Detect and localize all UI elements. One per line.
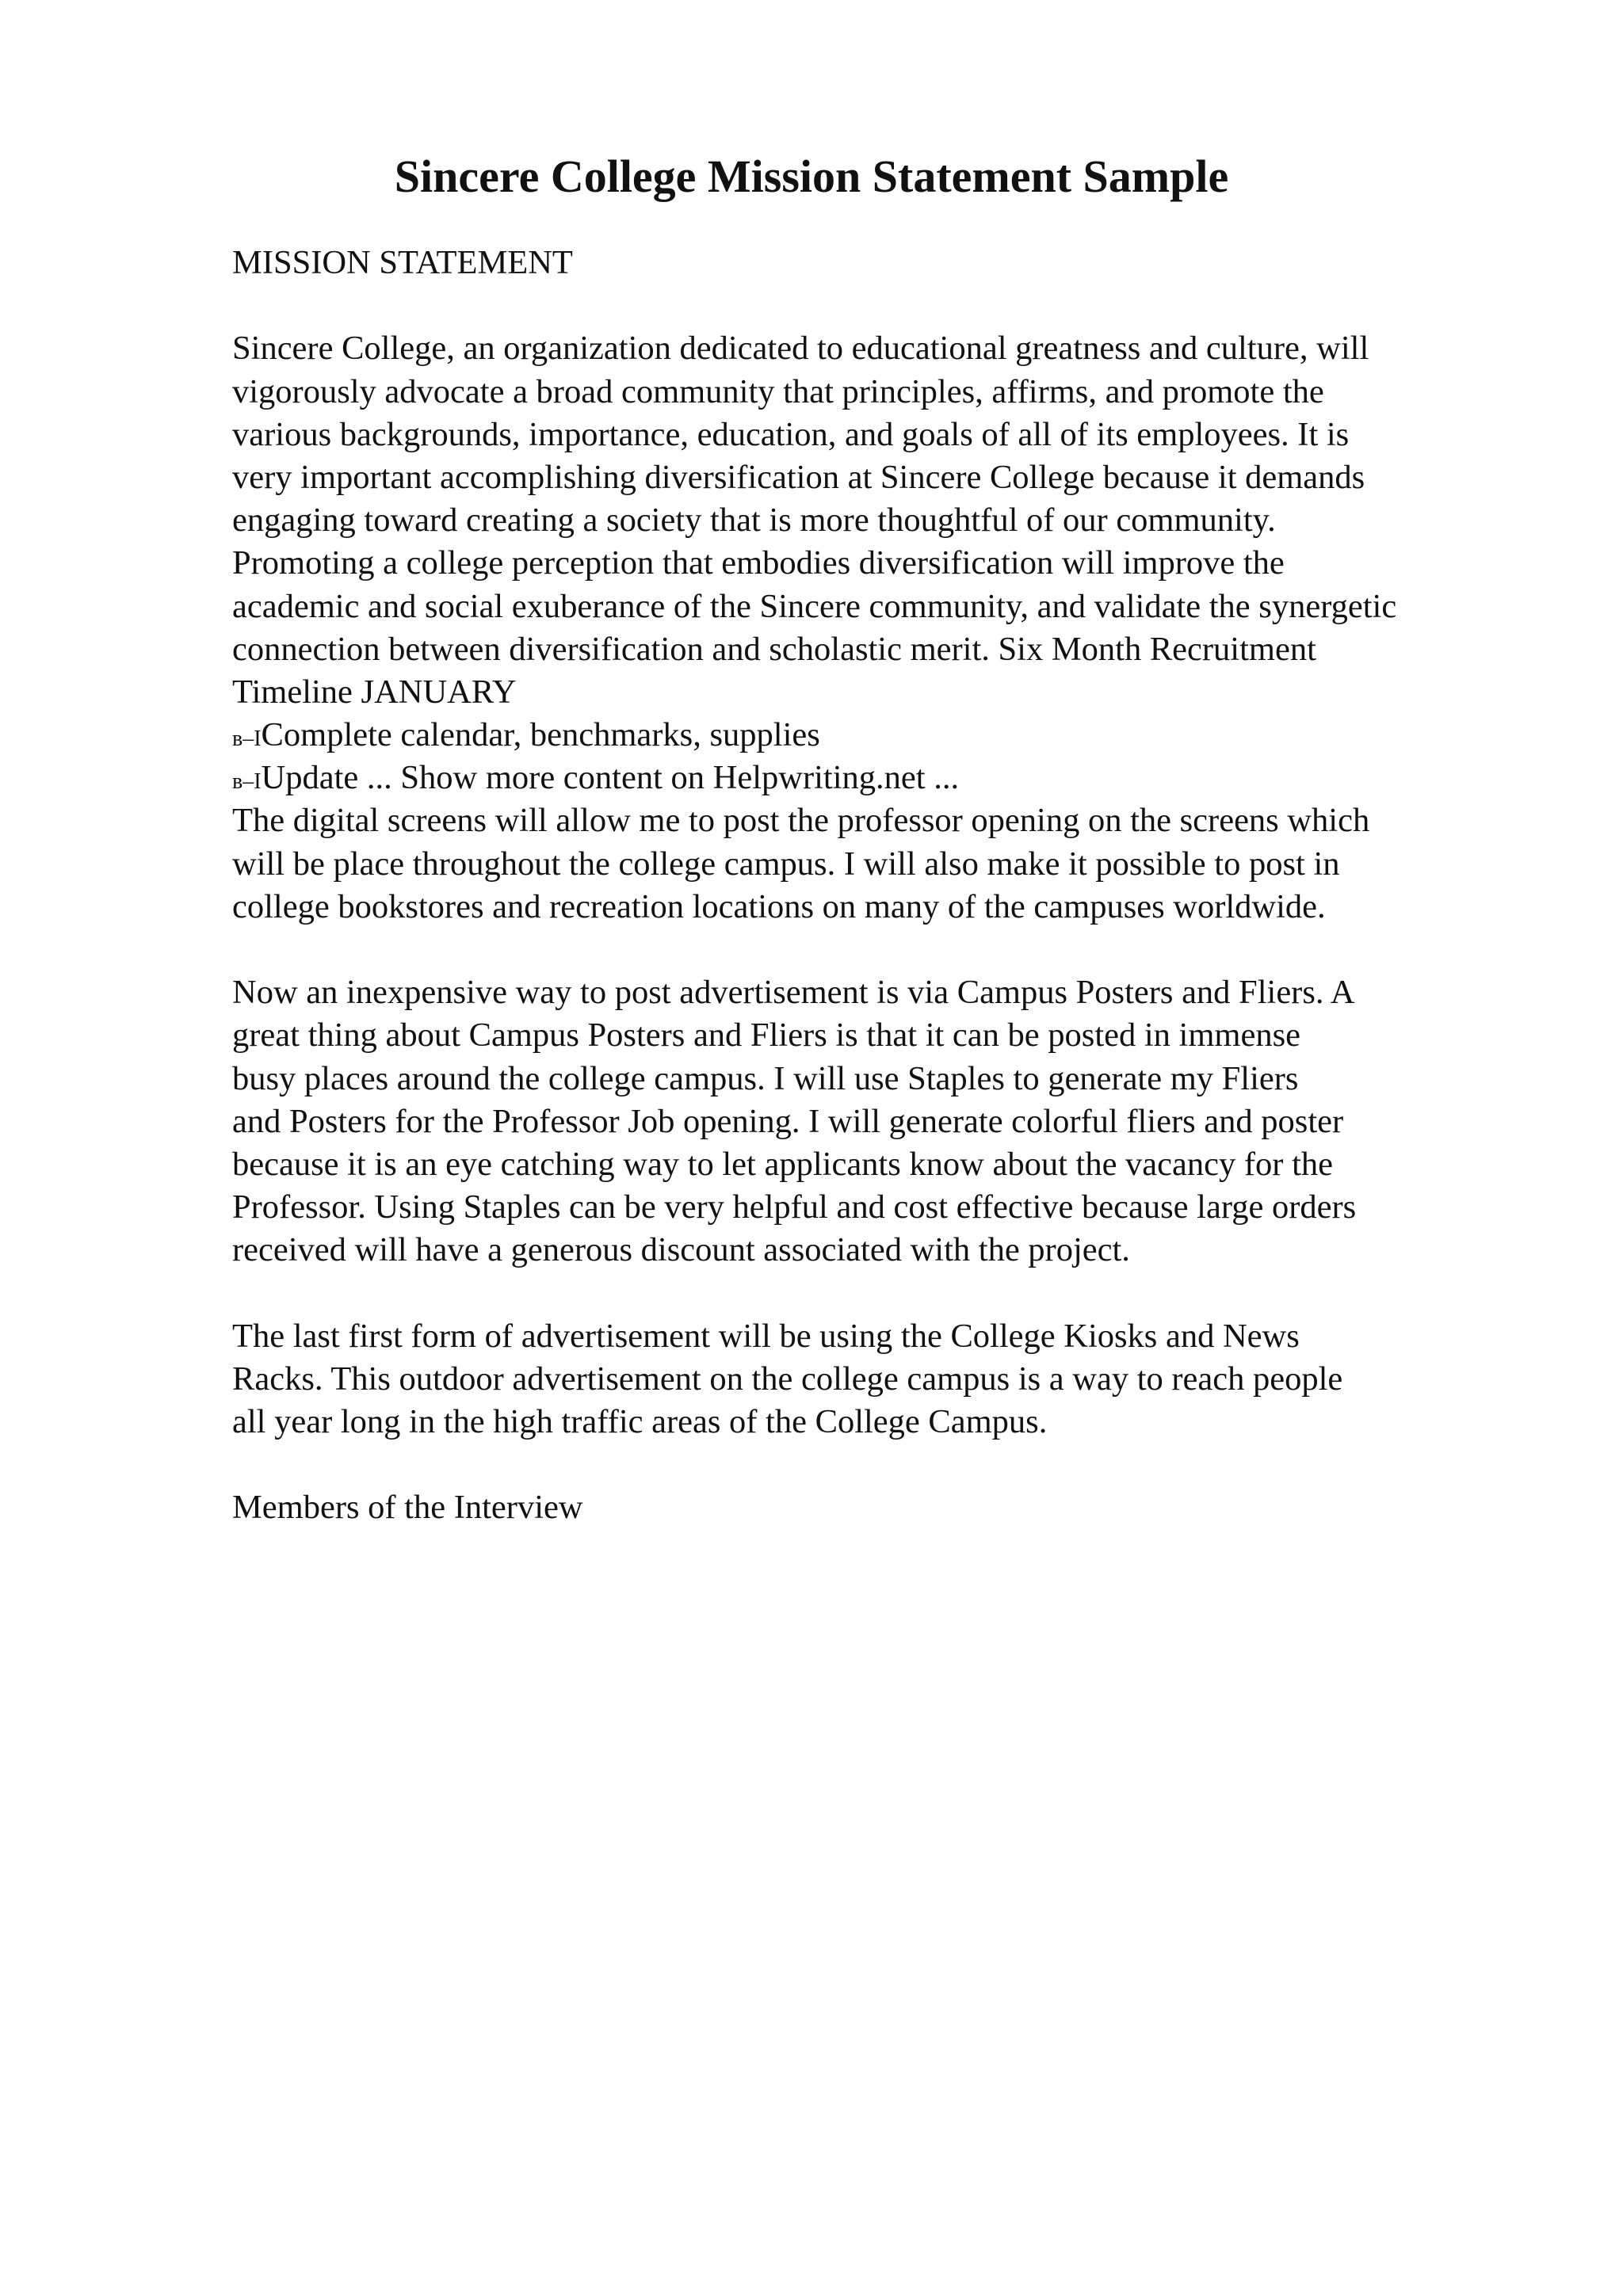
text-line: college bookstores and recreation locations on many of the campuses worldwide.: [232, 887, 1326, 925]
text-line: academic and social exuberance of the Sincere community, and validate the synergetic: [232, 587, 1397, 625]
text-line: all year long in the high traffic areas of the College Campus.: [232, 1403, 1048, 1441]
closing-line: Members of the Interview: [232, 1489, 583, 1527]
text-line: various backgrounds, importance, education, and goals of all of its employees. It is: [232, 415, 1350, 453]
paragraph-spacer: [232, 1272, 1548, 1315]
mission-paragraph: [232, 327, 1548, 714]
text-line: vigorously advocate a broad community that principles, affirms, and promote the: [232, 372, 1324, 410]
paragraph-spacer: [232, 929, 1548, 971]
list-item: [232, 714, 1548, 757]
text-line: because it is an eye catching way to let applicants know about the vacancy for the: [232, 1145, 1333, 1183]
text-line: Now an inexpensive way to post advertisement is via Campus Posters and Fliers. A: [232, 974, 1355, 1012]
digital-screens-paragraph: [232, 799, 1548, 929]
kiosks-paragraph: [232, 1315, 1548, 1444]
text-line: Promoting a college perception that embodies diversification will improve the: [232, 544, 1285, 582]
paragraph-spacer: [232, 284, 1548, 327]
text-line: engaging toward creating a society that is more thoughtful of our community.: [232, 502, 1276, 540]
list-item-text: Update ... Show more content on Helpwriting.net ...: [261, 759, 960, 797]
bullet-glyph: в–I: [232, 769, 262, 795]
text-line: will be place throughout the college campus. I will also make it possible to post in: [232, 845, 1340, 883]
text-line: great thing about Campus Posters and Fliers is that it can be posted in immense: [232, 1016, 1300, 1055]
text-line: very important accomplishing diversification at Sincere College because it demands: [232, 458, 1365, 496]
text-line: The last first form of advertisement will be using the College Kiosks and News: [232, 1317, 1300, 1355]
text-line: and Posters for the Professor Job opening. I will generate colorful fliers and poster: [232, 1102, 1344, 1140]
section-heading: MISSION STATEMENT: [232, 244, 573, 281]
timeline-list: [232, 714, 1548, 799]
text-line: The digital screens will allow me to post the professor opening on the screens which: [232, 802, 1370, 840]
text-line: Timeline JANUARY: [232, 673, 517, 711]
posters-paragraph: [232, 971, 1548, 1272]
document-body: [232, 242, 1548, 1530]
paragraph-spacer: [232, 1444, 1548, 1486]
list-item-text: Complete calendar, benchmarks, supplies: [261, 716, 820, 754]
document-title: Sincere College Mission Statement Sample: [394, 151, 1229, 202]
text-line: Racks. This outdoor advertisement on the college campus is a way to reach people: [232, 1360, 1343, 1398]
bullet-glyph: в–I: [232, 727, 262, 752]
text-line: connection between diversification and scholastic merit. Six Month Recruitment: [232, 630, 1316, 668]
text-line: received will have a generous discount associated with the project.: [232, 1231, 1130, 1269]
text-line: Sincere College, an organization dedicated to educational greatness and culture, will: [232, 330, 1369, 368]
list-item: [232, 757, 1548, 799]
text-line: Professor. Using Staples can be very helpful and cost effective because large orders: [232, 1188, 1357, 1226]
text-line: busy places around the college campus. I will use Staples to generate my Fliers: [232, 1059, 1299, 1097]
